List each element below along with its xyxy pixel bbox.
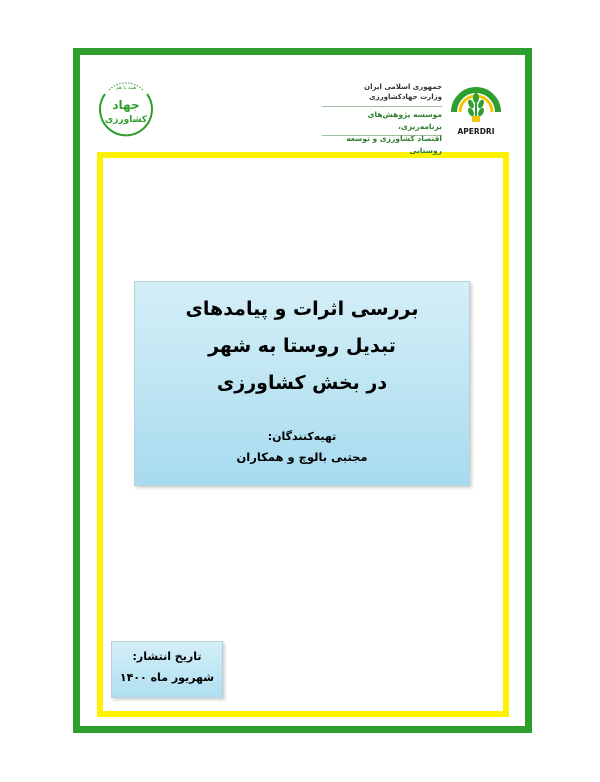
institute-line-1: موسسه پژوهش‌های برنامه‌ریزی، (367, 110, 442, 131)
country-name: جمهوری اسلامی ایران (364, 83, 442, 91)
ministry-name: وزارت جهادکشاورزی (369, 93, 442, 101)
logo-top-text: همه با هم (115, 85, 137, 91)
prepared-by-names: مجتبی بالوچ و همکاران (236, 450, 368, 464)
prepared-by-label: تهیه‌کنندگان: (267, 430, 337, 443)
jahad-keshavarzi-logo (95, 76, 157, 138)
title-box (134, 281, 470, 486)
logo-main-text: جهاد (112, 98, 140, 112)
organization-header (322, 82, 442, 102)
publication-date-label: تاریخ انتشار: (132, 650, 202, 663)
publication-date-box (111, 641, 223, 698)
title-line-2: تبدیل روستا به شهر (208, 335, 396, 357)
publication-date-value: شهریور ماه ۱۴۰۰ (119, 671, 215, 684)
aperdri-text: APERDRI (457, 127, 495, 136)
institute-name (322, 106, 442, 155)
title-line-3: در بخش کشاورزی (216, 372, 388, 394)
aperdri-logo (446, 78, 506, 140)
title-line-1: بررسی اثرات و پیامدهای (185, 298, 419, 320)
institute-line-2: اقتصاد کشاورزی و توسعه روستایی (346, 134, 442, 155)
logo-sub-text: کشاورزی (105, 115, 147, 125)
